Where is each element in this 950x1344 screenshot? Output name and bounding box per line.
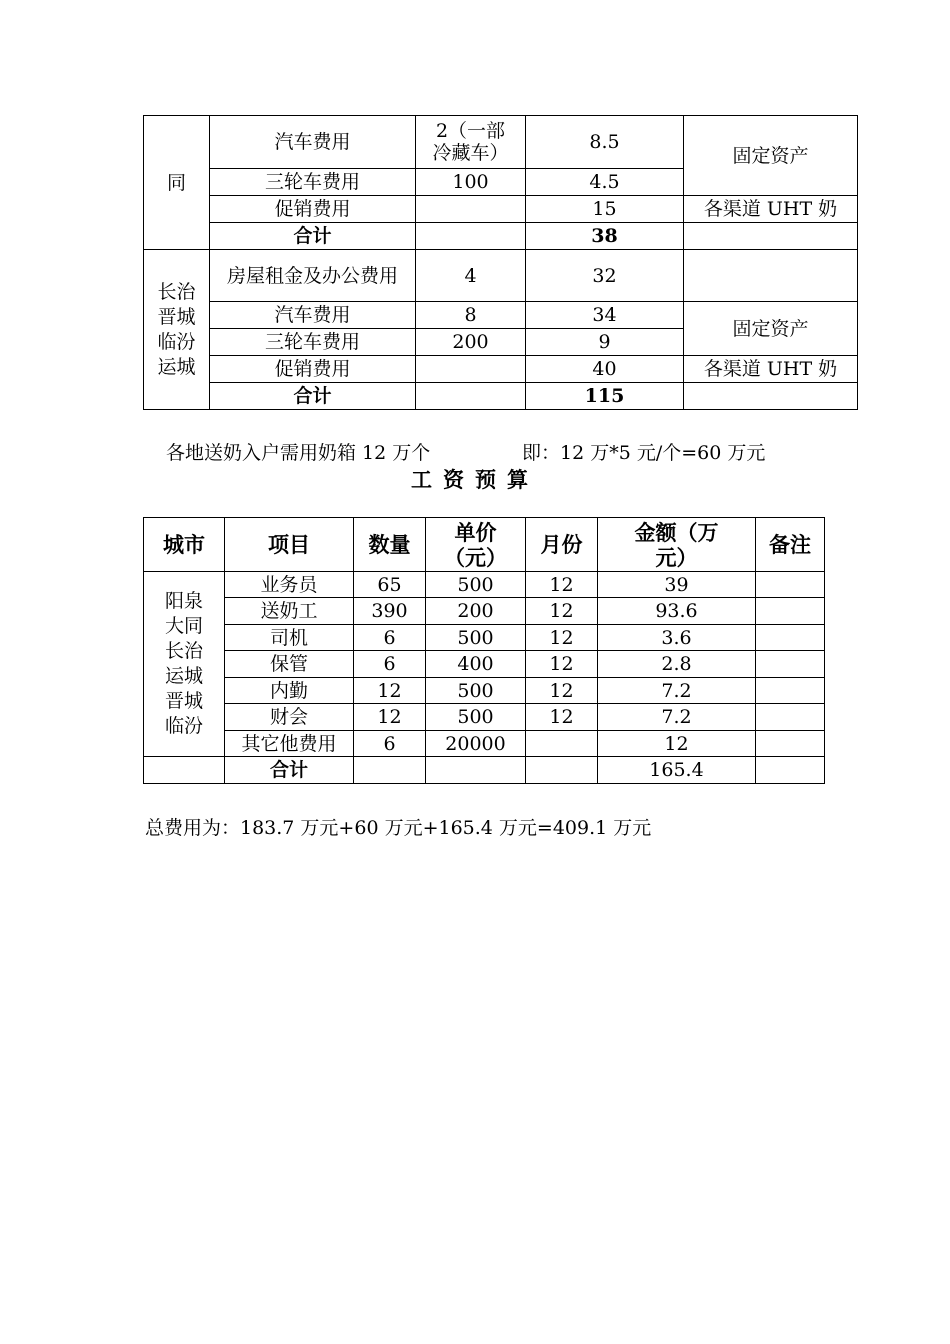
total-label: 合计 xyxy=(210,383,416,410)
price-cell: 500 xyxy=(426,678,526,704)
city-name: 临汾 xyxy=(157,330,196,353)
city-name: 运城 xyxy=(164,665,203,687)
month-cell: 12 xyxy=(526,625,598,651)
amount-cell: 7.2 xyxy=(598,678,756,704)
amount-cell: 32 xyxy=(526,250,684,302)
item-cell: 汽车费用 xyxy=(210,302,416,329)
item-cell: 司机 xyxy=(225,625,354,651)
cost-table-1 xyxy=(143,115,858,410)
item-cell: 促销费用 xyxy=(210,196,416,223)
city-name: 长治 xyxy=(164,640,203,662)
qty-cell: 12 xyxy=(354,704,426,731)
header-amount: 金额（万元） xyxy=(598,518,756,572)
item-cell: 三轮车费用 xyxy=(210,329,416,356)
qty-cell xyxy=(416,196,526,223)
salary-budget-title: 工资预算 xyxy=(411,467,539,492)
month-cell: 12 xyxy=(526,651,598,678)
item-cell: 房屋租金及办公费用 xyxy=(210,250,416,302)
grand-total: 总费用为：183.7 万元+60 万元+165.4 万元=409.1 万元 xyxy=(145,817,652,839)
note-cell: 固定资产 xyxy=(684,302,858,356)
qty-cell xyxy=(416,223,526,250)
price-cell: 500 xyxy=(426,625,526,651)
qty-cell xyxy=(354,757,426,784)
item-cell: 汽车费用 xyxy=(210,116,416,169)
qty-cell: 6 xyxy=(354,651,426,678)
note-cell xyxy=(756,625,825,651)
city-name: 阳泉 xyxy=(164,590,203,612)
header-note: 备注 xyxy=(756,518,825,572)
month-cell: 12 xyxy=(526,598,598,625)
item-cell: 其它他费用 xyxy=(225,731,354,757)
amount-cell: 39 xyxy=(598,572,756,598)
city-list-cell xyxy=(144,250,210,410)
qty-cell: 100 xyxy=(416,169,526,196)
note-cell: 固定资产 xyxy=(684,116,858,196)
price-cell: 500 xyxy=(426,704,526,731)
note-cell xyxy=(756,704,825,731)
price-cell: 20000 xyxy=(426,731,526,757)
note-cell xyxy=(684,383,858,410)
city-cell xyxy=(144,757,225,784)
total-label: 合计 xyxy=(225,757,354,784)
city-name: 大同 xyxy=(164,615,203,637)
price-cell: 500 xyxy=(426,572,526,598)
month-cell: 12 xyxy=(526,678,598,704)
header-qty: 数量 xyxy=(354,518,426,572)
total-amount: 115 xyxy=(526,383,684,410)
month-cell: 12 xyxy=(526,572,598,598)
amount-cell: 4.5 xyxy=(526,169,684,196)
item-cell: 财会 xyxy=(225,704,354,731)
amount-cell: 12 xyxy=(598,731,756,757)
month-cell xyxy=(526,757,598,784)
city-name: 长治 xyxy=(157,280,196,303)
total-label: 合计 xyxy=(210,223,416,250)
total-amount: 165.4 xyxy=(598,757,756,784)
note-cell xyxy=(684,223,858,250)
note-cell xyxy=(756,757,825,784)
item-cell: 业务员 xyxy=(225,572,354,598)
qty-cell: 200 xyxy=(416,329,526,356)
amount-cell: 3.6 xyxy=(598,625,756,651)
qty-cell: 8 xyxy=(416,302,526,329)
amount-cell: 9 xyxy=(526,329,684,356)
amount-cell: 34 xyxy=(526,302,684,329)
month-cell xyxy=(526,731,598,757)
price-cell: 400 xyxy=(426,651,526,678)
note-cell xyxy=(756,678,825,704)
qty-cell: 2（一部冷藏车） xyxy=(416,116,526,169)
amount-cell: 40 xyxy=(526,356,684,383)
city-cell: 同 xyxy=(144,116,210,250)
amount-cell: 8.5 xyxy=(526,116,684,169)
price-cell xyxy=(426,757,526,784)
qty-cell: 6 xyxy=(354,625,426,651)
price-cell: 200 xyxy=(426,598,526,625)
city-list-cell xyxy=(144,572,225,757)
amount-cell: 2.8 xyxy=(598,651,756,678)
note-cell: 各渠道 UHT 奶 xyxy=(684,196,858,223)
qty-cell xyxy=(416,356,526,383)
qty-cell: 6 xyxy=(354,731,426,757)
header-city: 城市 xyxy=(144,518,225,572)
city-name: 晋城 xyxy=(157,305,196,328)
qty-cell xyxy=(416,383,526,410)
city-name: 运城 xyxy=(157,355,196,378)
note-cell xyxy=(684,250,858,302)
note-cell: 各渠道 UHT 奶 xyxy=(684,356,858,383)
item-cell: 送奶工 xyxy=(225,598,354,625)
note-cell xyxy=(756,572,825,598)
item-cell: 内勤 xyxy=(225,678,354,704)
milk-box-calc: 即：12 万*5 元/个=60 万元 xyxy=(522,442,766,464)
salary-table xyxy=(143,517,825,784)
header-month: 月份 xyxy=(526,518,598,572)
qty-cell: 390 xyxy=(354,598,426,625)
amount-cell: 7.2 xyxy=(598,704,756,731)
month-cell: 12 xyxy=(526,704,598,731)
note-cell xyxy=(756,651,825,678)
qty-cell: 12 xyxy=(354,678,426,704)
header-item: 项目 xyxy=(225,518,354,572)
note-cell xyxy=(756,731,825,757)
qty-cell: 4 xyxy=(416,250,526,302)
item-cell: 三轮车费用 xyxy=(210,169,416,196)
amount-cell: 15 xyxy=(526,196,684,223)
milk-box-note: 各地送奶入户需用奶箱 12 万个 xyxy=(166,442,431,464)
amount-cell: 93.6 xyxy=(598,598,756,625)
city-name: 临汾 xyxy=(164,715,203,737)
total-amount: 38 xyxy=(526,223,684,250)
item-cell: 促销费用 xyxy=(210,356,416,383)
qty-cell: 65 xyxy=(354,572,426,598)
note-cell xyxy=(756,598,825,625)
header-price: 单价（元） xyxy=(426,518,526,572)
item-cell: 保管 xyxy=(225,651,354,678)
city-name: 晋城 xyxy=(164,690,203,712)
